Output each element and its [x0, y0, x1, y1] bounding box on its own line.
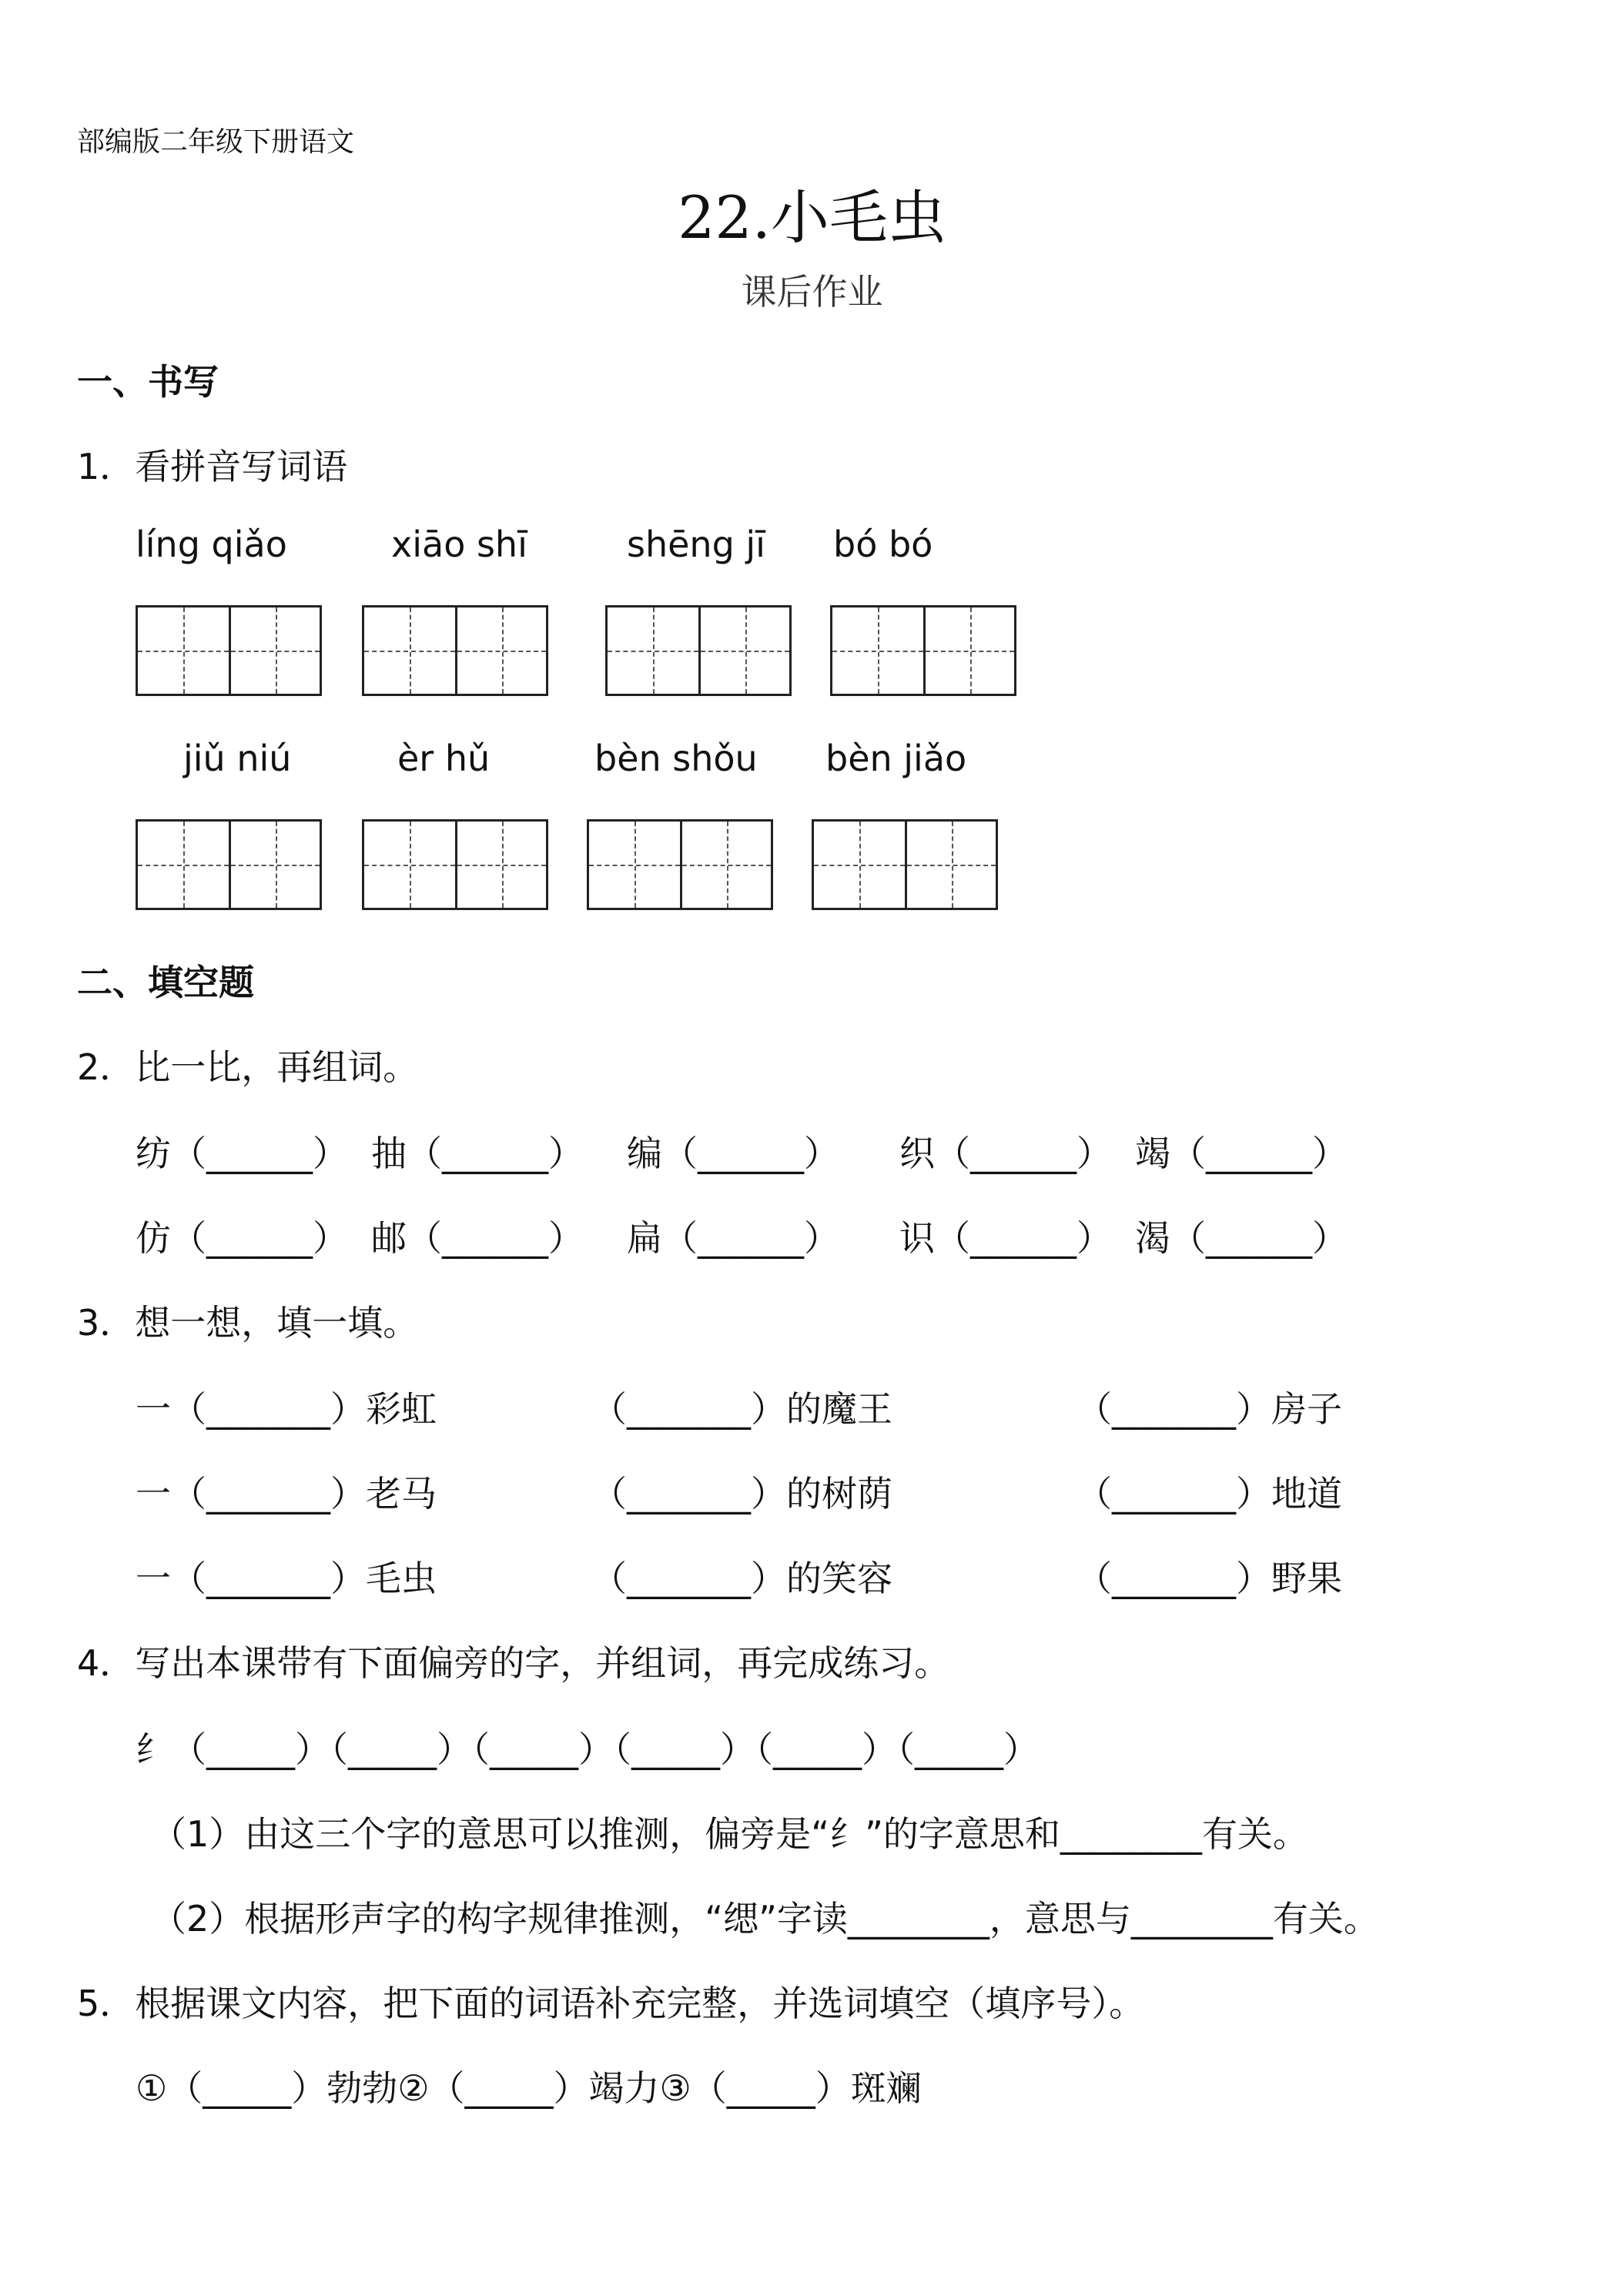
pinyin-label: bó bó: [833, 524, 933, 565]
question-5-prompt: 5．根据课文内容，把下面的词语补充完整，并选词填空（填序号）。: [77, 1983, 1145, 2024]
word-blank[interactable]: 渴（______）: [1135, 1217, 1348, 1259]
phrase-blank[interactable]: （_______）的笑容: [591, 1558, 892, 1599]
writing-grid[interactable]: [587, 819, 773, 910]
writing-grid[interactable]: [812, 819, 998, 910]
idiom-blanks[interactable]: ①（_____）勃勃②（_____）竭力③（_____）斑斓: [136, 2067, 922, 2109]
word-blank[interactable]: 抽（______）: [371, 1133, 584, 1174]
word-blank[interactable]: 扁（______）: [627, 1217, 839, 1259]
section-heading-fill: 二、填空题: [77, 962, 254, 1003]
phrase-blank[interactable]: （_______）房子: [1077, 1388, 1342, 1430]
phrase-blank[interactable]: （_______）的树荫: [591, 1473, 892, 1514]
pinyin-label: shēng jī: [627, 524, 765, 565]
word-blank[interactable]: 编（______）: [627, 1133, 839, 1174]
writing-grid[interactable]: [362, 819, 548, 910]
radical-blanks[interactable]: 纟（_____）（_____）（_____）（_____）（_____）（_____）: [136, 1729, 1039, 1770]
word-blank[interactable]: 识（______）: [899, 1217, 1112, 1259]
question-4-sub1[interactable]: （1）由这三个字的意思可以推测，偏旁是“纟”的字意思和________有关。: [151, 1813, 1308, 1855]
writing-grid[interactable]: [136, 605, 322, 696]
question-3-prompt: 3．想一想，填一填。: [77, 1302, 419, 1344]
pinyin-label: èr hǔ: [397, 738, 491, 779]
phrase-blank[interactable]: 一（_______）老马: [136, 1473, 437, 1514]
writing-grid[interactable]: [830, 605, 1016, 696]
pinyin-label: bèn shǒu: [594, 738, 758, 779]
pinyin-label: xiāo shī: [391, 524, 527, 565]
pinyin-label: líng qiǎo: [136, 524, 287, 565]
question-1-prompt: 1．看拼音写词语: [77, 446, 348, 487]
question-4-sub2[interactable]: （2）根据形声字的构字规律推测，“缌”字读________，意思与________有关。: [151, 1898, 1379, 1940]
word-blank[interactable]: 邮（______）: [371, 1217, 584, 1259]
phrase-blank[interactable]: （_______）的魔王: [591, 1388, 892, 1430]
question-4-prompt: 4．写出本课带有下面偏旁的字，并组词，再完成练习。: [77, 1642, 950, 1684]
pinyin-label: jiǔ niú: [183, 738, 292, 779]
page-title: 22.小毛虫: [678, 183, 946, 252]
section-heading-writing: 一、书写: [77, 361, 219, 403]
pinyin-label: bèn jiǎo: [825, 738, 967, 779]
phrase-blank[interactable]: 一（_______）彩虹: [136, 1388, 437, 1430]
writing-grid[interactable]: [605, 605, 792, 696]
phrase-blank[interactable]: （_______）地道: [1077, 1473, 1342, 1514]
word-blank[interactable]: 织（______）: [899, 1133, 1112, 1174]
textbook-label: 部编版二年级下册语文: [77, 126, 355, 158]
question-2-prompt: 2．比一比，再组词。: [77, 1046, 419, 1088]
word-blank[interactable]: 竭（______）: [1135, 1133, 1348, 1174]
phrase-blank[interactable]: 一（_______）毛虫: [136, 1558, 437, 1599]
word-blank[interactable]: 仿（______）: [136, 1217, 348, 1259]
writing-grid[interactable]: [136, 819, 322, 910]
page-subtitle: 课后作业: [741, 271, 883, 313]
writing-grid[interactable]: [362, 605, 548, 696]
word-blank[interactable]: 纺（______）: [136, 1133, 348, 1174]
phrase-blank[interactable]: （_______）野果: [1077, 1558, 1342, 1599]
